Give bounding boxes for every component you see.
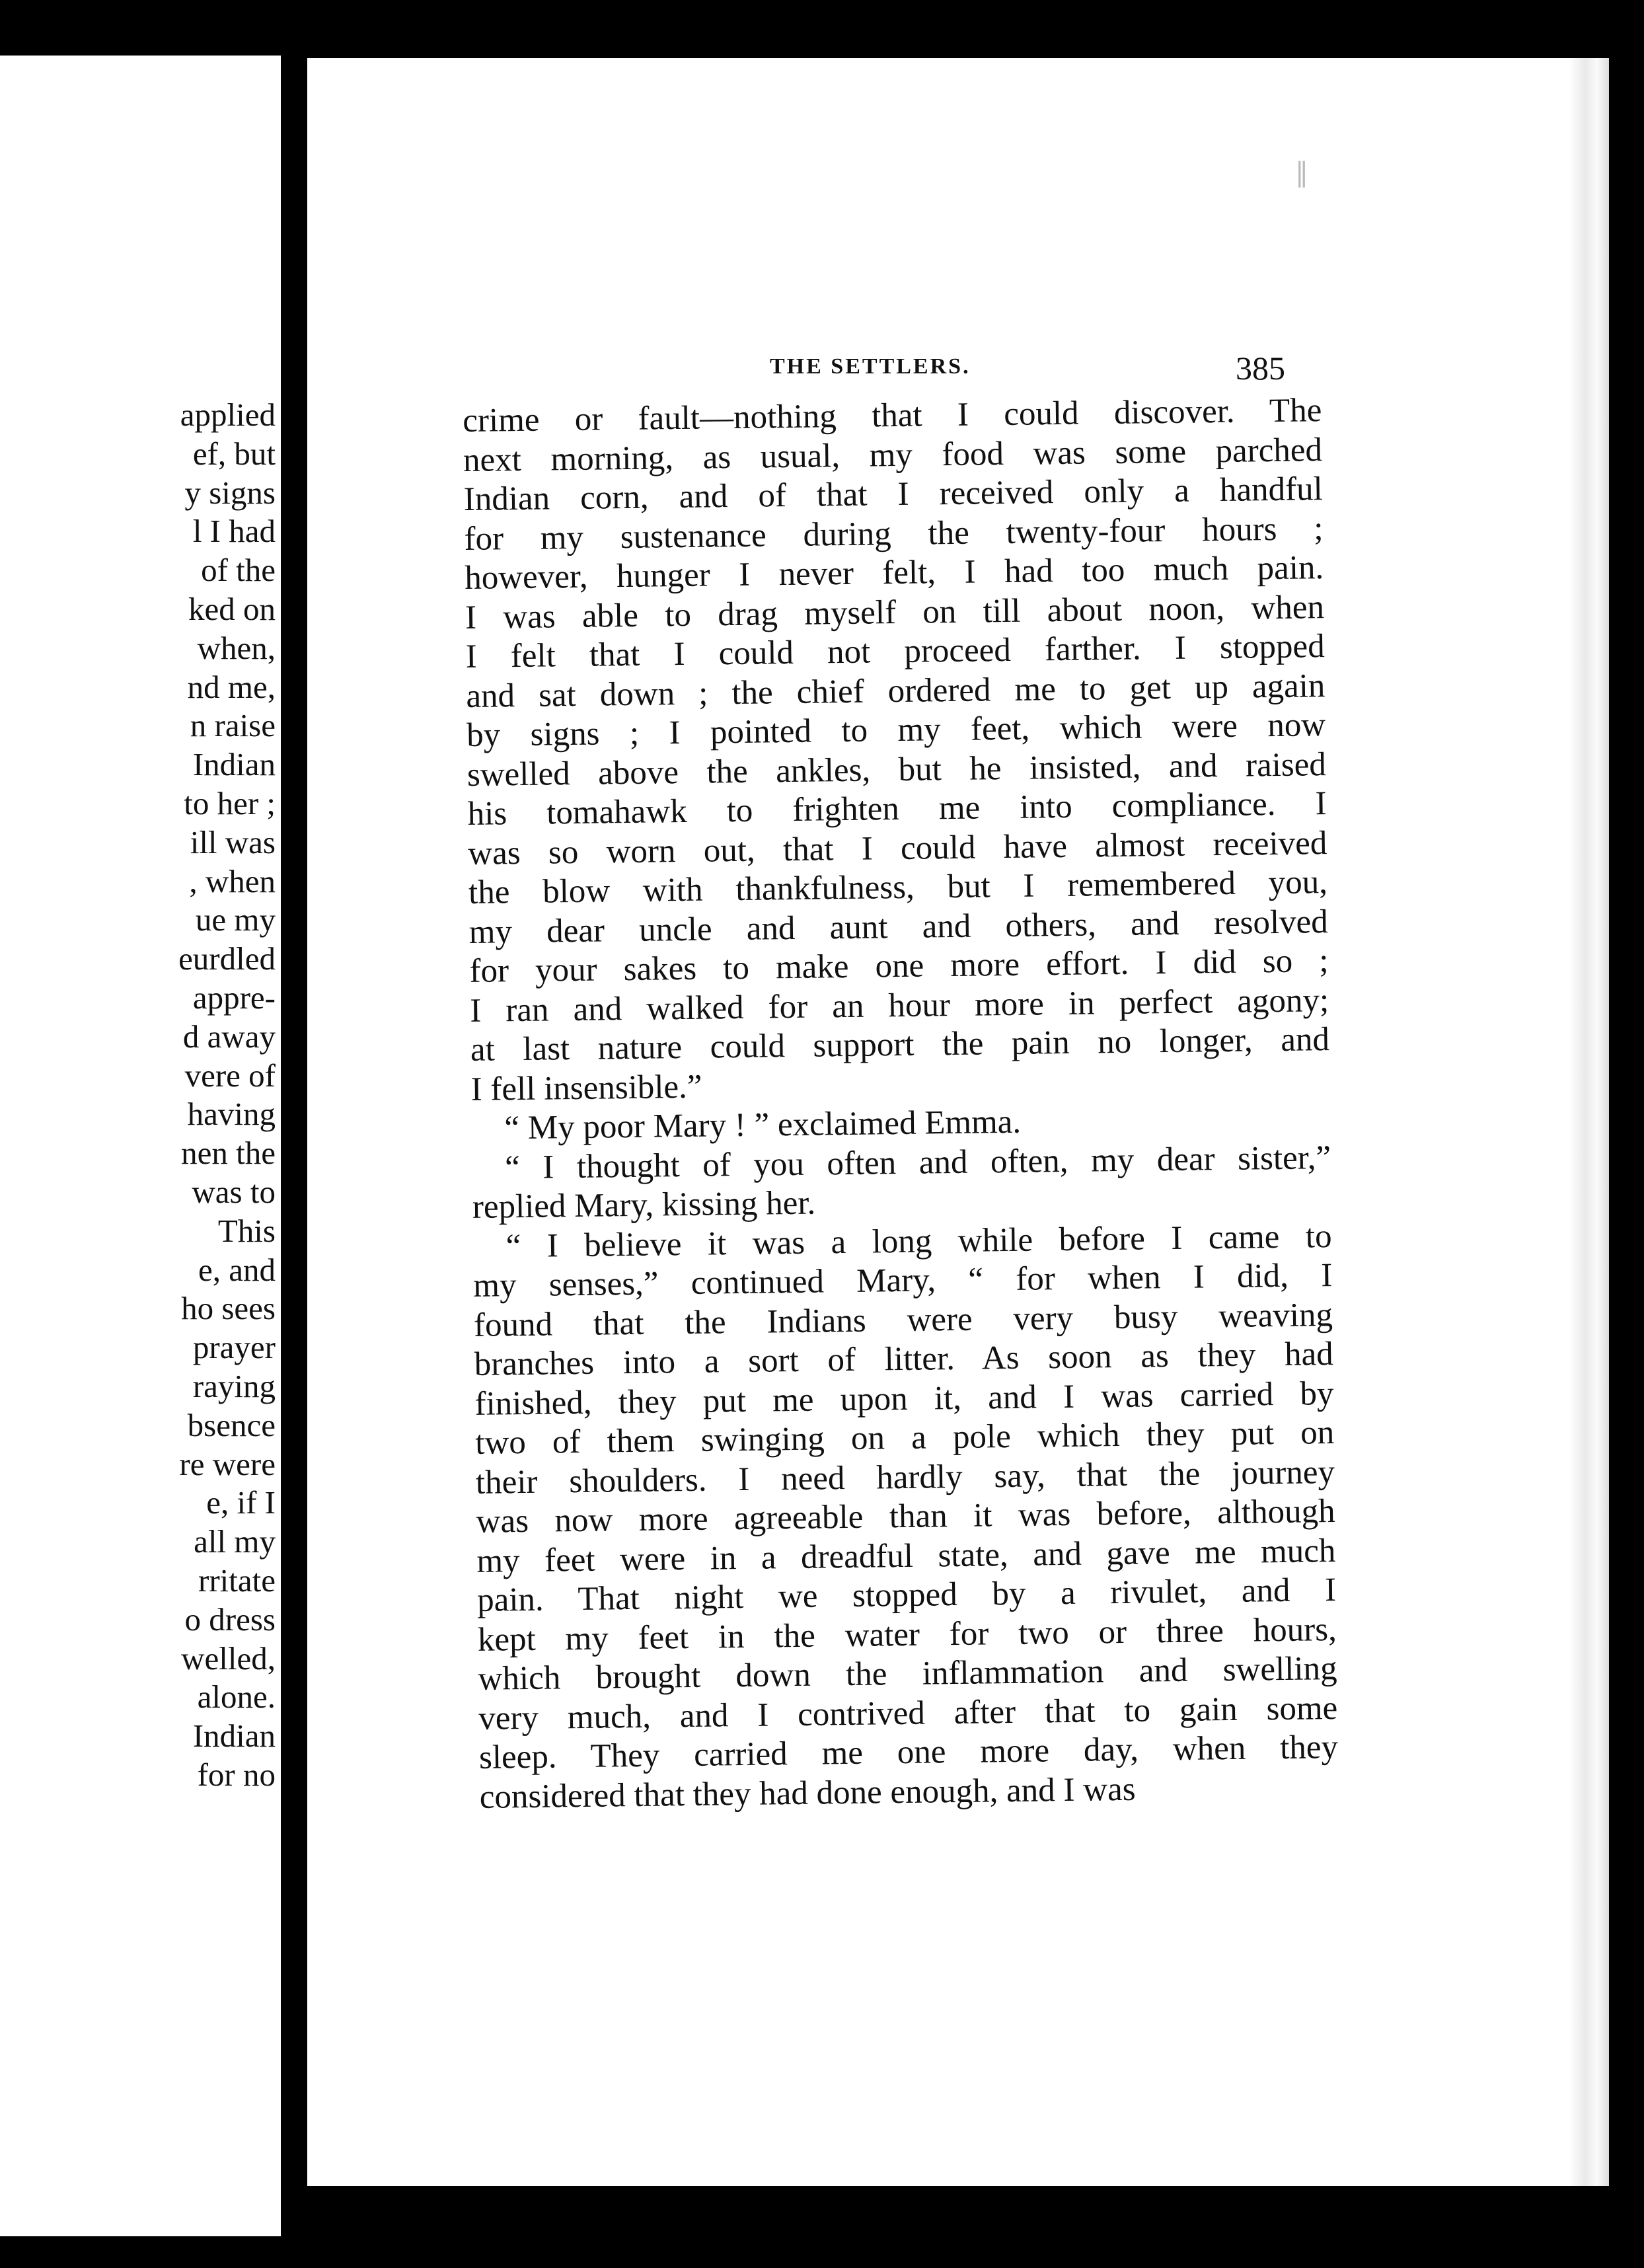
- text-line: the blow with thankfulness, but I remembered you,: [468, 864, 1328, 911]
- text-line: I ran and walked for an hour more in perfect agony;: [469, 981, 1329, 1030]
- text-line: swelled above the ankles, but he insisted, and raised: [467, 745, 1327, 794]
- text-line: finished, they put me upon it, and I was carried by: [474, 1375, 1334, 1423]
- left-page-fragment: [0, 56, 281, 2236]
- text-line: my senses,” continued Mary, “ for when I did, I: [473, 1257, 1333, 1304]
- text-line: considered that they had done enough, and I was: [479, 1770, 1136, 1816]
- text-line: kept my feet in the water for two or three hours,: [477, 1610, 1337, 1659]
- left-page-line: y signs: [184, 474, 276, 511]
- left-page-line: vere of: [184, 1057, 276, 1094]
- left-page-line: of the: [201, 552, 276, 589]
- text-line: however, hunger I never felt, I had too much pain.: [464, 549, 1324, 597]
- left-page-line: , when: [189, 862, 276, 899]
- left-page-line: raying: [192, 1367, 276, 1404]
- text-line: was so worn out, that I could have almost received: [468, 824, 1327, 872]
- text-line: which brought down the inflammation and swelling: [478, 1649, 1337, 1698]
- left-page-line: This: [217, 1212, 276, 1249]
- left-page-line: applied: [180, 397, 276, 433]
- left-page-line: Indian: [192, 1718, 276, 1755]
- left-page-line: welled,: [181, 1640, 276, 1677]
- text-line: sleep. They carried me one more day, when they: [478, 1728, 1339, 1776]
- left-page-line: prayer: [192, 1329, 276, 1366]
- left-page-line: eurdled: [178, 940, 276, 977]
- text-line: I was able to drag myself on till about noon, when: [465, 588, 1325, 636]
- left-page-line: rritate: [198, 1562, 276, 1599]
- left-page-line: nd me,: [187, 668, 276, 705]
- left-page-line: to her ;: [184, 784, 276, 821]
- left-page-line: appre-: [192, 979, 276, 1016]
- text-line: for your sakes to make one more effort. I did so ;: [469, 942, 1329, 990]
- text-line: next morning, as usual, my food was some parched: [463, 431, 1323, 479]
- text-line: and sat down ; the chief ordered me to get up again: [466, 667, 1326, 715]
- text-line: was now more agreeable than it was before, although: [476, 1492, 1335, 1540]
- left-page-line: ked on: [188, 590, 276, 627]
- left-page-line: ue my: [195, 901, 276, 938]
- text-line: two of them swinging on a pole which they put on: [474, 1414, 1335, 1462]
- left-page-text: [178, 396, 276, 1795]
- left-page-line: d away: [182, 1018, 276, 1055]
- page-header: [307, 349, 1609, 395]
- left-page-line: e, if I: [206, 1484, 276, 1521]
- left-page-line: having: [187, 1096, 276, 1133]
- text-line: my feet were in a dreadful state, and gave me much: [476, 1532, 1336, 1580]
- text-line: “ I thought of you often and often, my dear sister,”: [504, 1139, 1331, 1186]
- text-line: crime or fault—nothing that I could discover. The: [463, 392, 1322, 439]
- text-line: at last nature could support the pain no longer, and: [470, 1021, 1330, 1069]
- text-line: “ I believe it was a long while before I came to: [505, 1217, 1332, 1265]
- margin-mark: ‖: [1295, 157, 1308, 188]
- left-page-line: n raise: [190, 707, 276, 744]
- text-line: replied Mary, kissing her.: [472, 1184, 816, 1226]
- text-line: by signs ; I pointed to my feet, which were now: [466, 706, 1326, 754]
- left-page-line: ef, but: [192, 435, 276, 472]
- left-page-line: bsence: [187, 1406, 276, 1443]
- text-line: Indian corn, and of that I received only a handful: [463, 471, 1324, 518]
- text-line: I felt that I could not proceed farther. I stopped: [465, 628, 1325, 675]
- right-page: [307, 58, 1609, 2186]
- page-number: 385: [1236, 350, 1285, 387]
- left-page-line: nen the: [181, 1135, 276, 1172]
- text-line: very much, and I contrived after that to gain some: [478, 1689, 1338, 1737]
- left-page-line: re were: [179, 1445, 276, 1482]
- left-page-line: for no: [197, 1756, 276, 1793]
- text-line: pain. That night we stopped by a rivulet, and I: [476, 1571, 1337, 1619]
- left-page-line: ill was: [190, 823, 276, 860]
- left-page-line: l I had: [192, 513, 276, 550]
- left-page-line: o dress: [184, 1601, 276, 1638]
- text-line: my dear uncle and aunt and others, and resolved: [468, 903, 1329, 951]
- text-line: “ My poor Mary ! ” exclaimed Emma.: [504, 1103, 1022, 1147]
- left-page-line: all my: [194, 1523, 276, 1560]
- left-page-line: e, and: [198, 1251, 276, 1288]
- body-text: [463, 391, 1339, 1817]
- text-line: branches into a sort of litter. As soon as they had: [474, 1336, 1334, 1383]
- left-page-line: ho sees: [181, 1290, 276, 1327]
- book-gutter: [281, 0, 307, 2268]
- left-page-line: when,: [197, 629, 276, 666]
- left-page-line: was to: [192, 1173, 276, 1210]
- text-line: their shoulders. I need hardly say, that the journey: [475, 1453, 1335, 1501]
- text-line: I fell insensible.”: [470, 1068, 702, 1108]
- left-page-line: Indian: [192, 746, 276, 783]
- left-page-line: alone.: [197, 1679, 276, 1716]
- text-line: found that the Indians were very busy weaving: [473, 1296, 1333, 1344]
- text-line: for my sustenance during the twenty-four hours ;: [464, 510, 1324, 558]
- running-title: THE SETTLERS.: [770, 354, 971, 379]
- text-line: his tomahawk to frighten me into compliance. I: [467, 785, 1327, 833]
